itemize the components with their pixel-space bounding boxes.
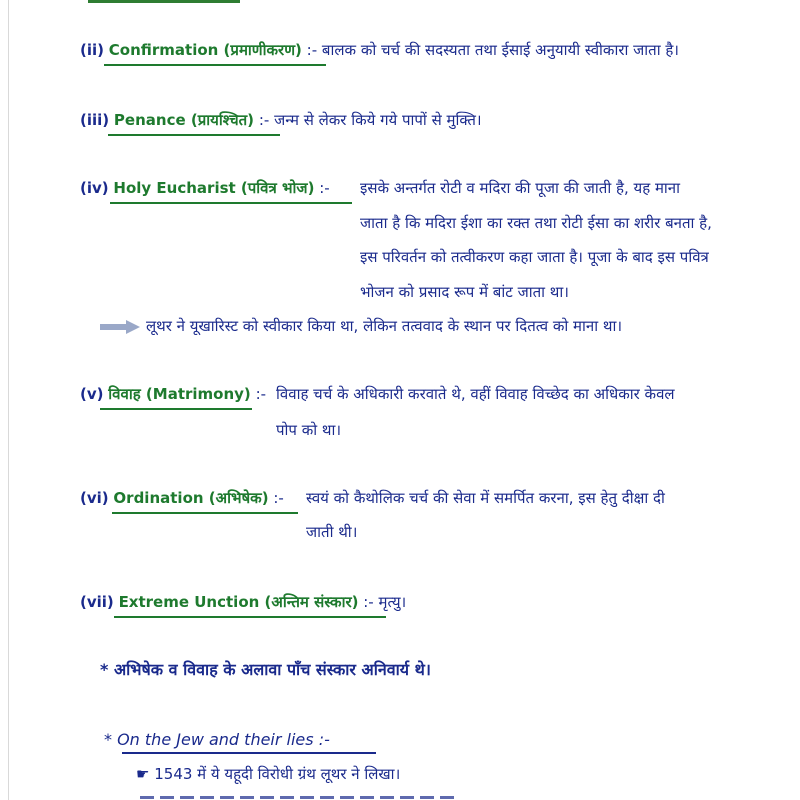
item-text: इस परिवर्तन को तत्वीकरण कहा जाता है। पूजा के बाद इस पवित्र bbox=[360, 248, 709, 266]
item-term: विवाह (Matrimony) bbox=[108, 385, 251, 403]
item-number: (iv) bbox=[80, 179, 109, 197]
item-holy-eucharist bbox=[80, 178, 330, 198]
item-separator: :- bbox=[306, 41, 318, 59]
item-text: जन्म से लेकर किये गये पापों से मुक्ति। bbox=[274, 111, 482, 129]
right-arrow-icon bbox=[100, 320, 140, 334]
term-underline bbox=[100, 408, 252, 410]
item-separator: :- bbox=[273, 489, 284, 507]
term-underline bbox=[110, 202, 352, 204]
item-confirmation bbox=[80, 40, 679, 60]
item-number: (ii) bbox=[80, 41, 104, 59]
item-number: (v) bbox=[80, 385, 104, 403]
item-matrimony bbox=[80, 384, 266, 404]
item-number: (vi) bbox=[80, 489, 109, 507]
heading-underline bbox=[122, 752, 376, 754]
top-underline bbox=[88, 0, 240, 3]
item-text: पोप को था। bbox=[276, 421, 342, 439]
term-underline bbox=[104, 64, 326, 66]
item-separator: :- bbox=[363, 593, 374, 611]
item-text: जाती थी। bbox=[306, 523, 358, 541]
item-term: Ordination (अभिषेक) bbox=[113, 489, 269, 507]
item-term: Confirmation (प्रमाणीकरण) bbox=[108, 41, 302, 59]
item-text: विवाह चर्च के अधिकारी करवाते थे, वहीं विवाह विच्छेद का अधिकार केवल bbox=[276, 385, 675, 403]
item-separator: :- bbox=[255, 385, 267, 403]
item-number: (iii) bbox=[80, 111, 110, 129]
item-number: (vii) bbox=[80, 593, 114, 611]
item-text: मृत्यु। bbox=[378, 593, 407, 611]
item-penance bbox=[80, 110, 482, 130]
item-ordination bbox=[80, 488, 284, 508]
star-note: * अभिषेक व विवाह के अलावा पाँच संस्कार अनिवार्य थे। bbox=[100, 660, 431, 679]
list-item-text: 1543 में ये यहूदी विरोधी ग्रंथ लूथर ने लिखा। bbox=[154, 765, 401, 783]
item-term: Penance (प्रायश्चित) bbox=[113, 111, 255, 129]
item-text: भोजन को प्रसाद रूप में बांट जाता था। bbox=[360, 283, 569, 301]
item-text: स्वयं को कैथोलिक चर्च की सेवा में समर्पित करना, इस हेतु दीक्षा दी bbox=[306, 489, 665, 507]
page-edge bbox=[8, 0, 9, 800]
pointing-hand-icon: ☛ bbox=[136, 765, 150, 783]
term-underline bbox=[112, 512, 298, 514]
list-item bbox=[136, 764, 400, 784]
item-separator: :- bbox=[258, 111, 270, 129]
cutoff-line bbox=[140, 792, 460, 800]
item-text: बालक को चर्च की सदस्यता तथा ईसाई अनुयायी स्वीकारा जाता है। bbox=[321, 41, 679, 59]
item-separator: :- bbox=[319, 179, 330, 197]
arrow-note: लूथर ने यूखारिस्ट को स्वीकार किया था, लेकिन तत्ववाद के स्थान पर दितत्व को माना था। bbox=[146, 317, 623, 335]
jew-heading: * On the Jew and their lies :- bbox=[104, 730, 330, 749]
item-term: Extreme Unction (अन्तिम संस्कार) bbox=[118, 593, 359, 611]
item-term: Holy Eucharist (पवित्र भोज) bbox=[113, 179, 315, 197]
item-text: जाता है कि मदिरा ईशा का रक्त तथा रोटी ईसा का शरीर बनता है, bbox=[360, 214, 712, 232]
term-underline bbox=[108, 134, 280, 136]
term-underline bbox=[114, 616, 386, 618]
item-text: इसके अन्तर्गत रोटी व मदिरा की पूजा की जाती है, यह माना bbox=[360, 179, 681, 197]
item-extreme-unction bbox=[80, 592, 406, 612]
